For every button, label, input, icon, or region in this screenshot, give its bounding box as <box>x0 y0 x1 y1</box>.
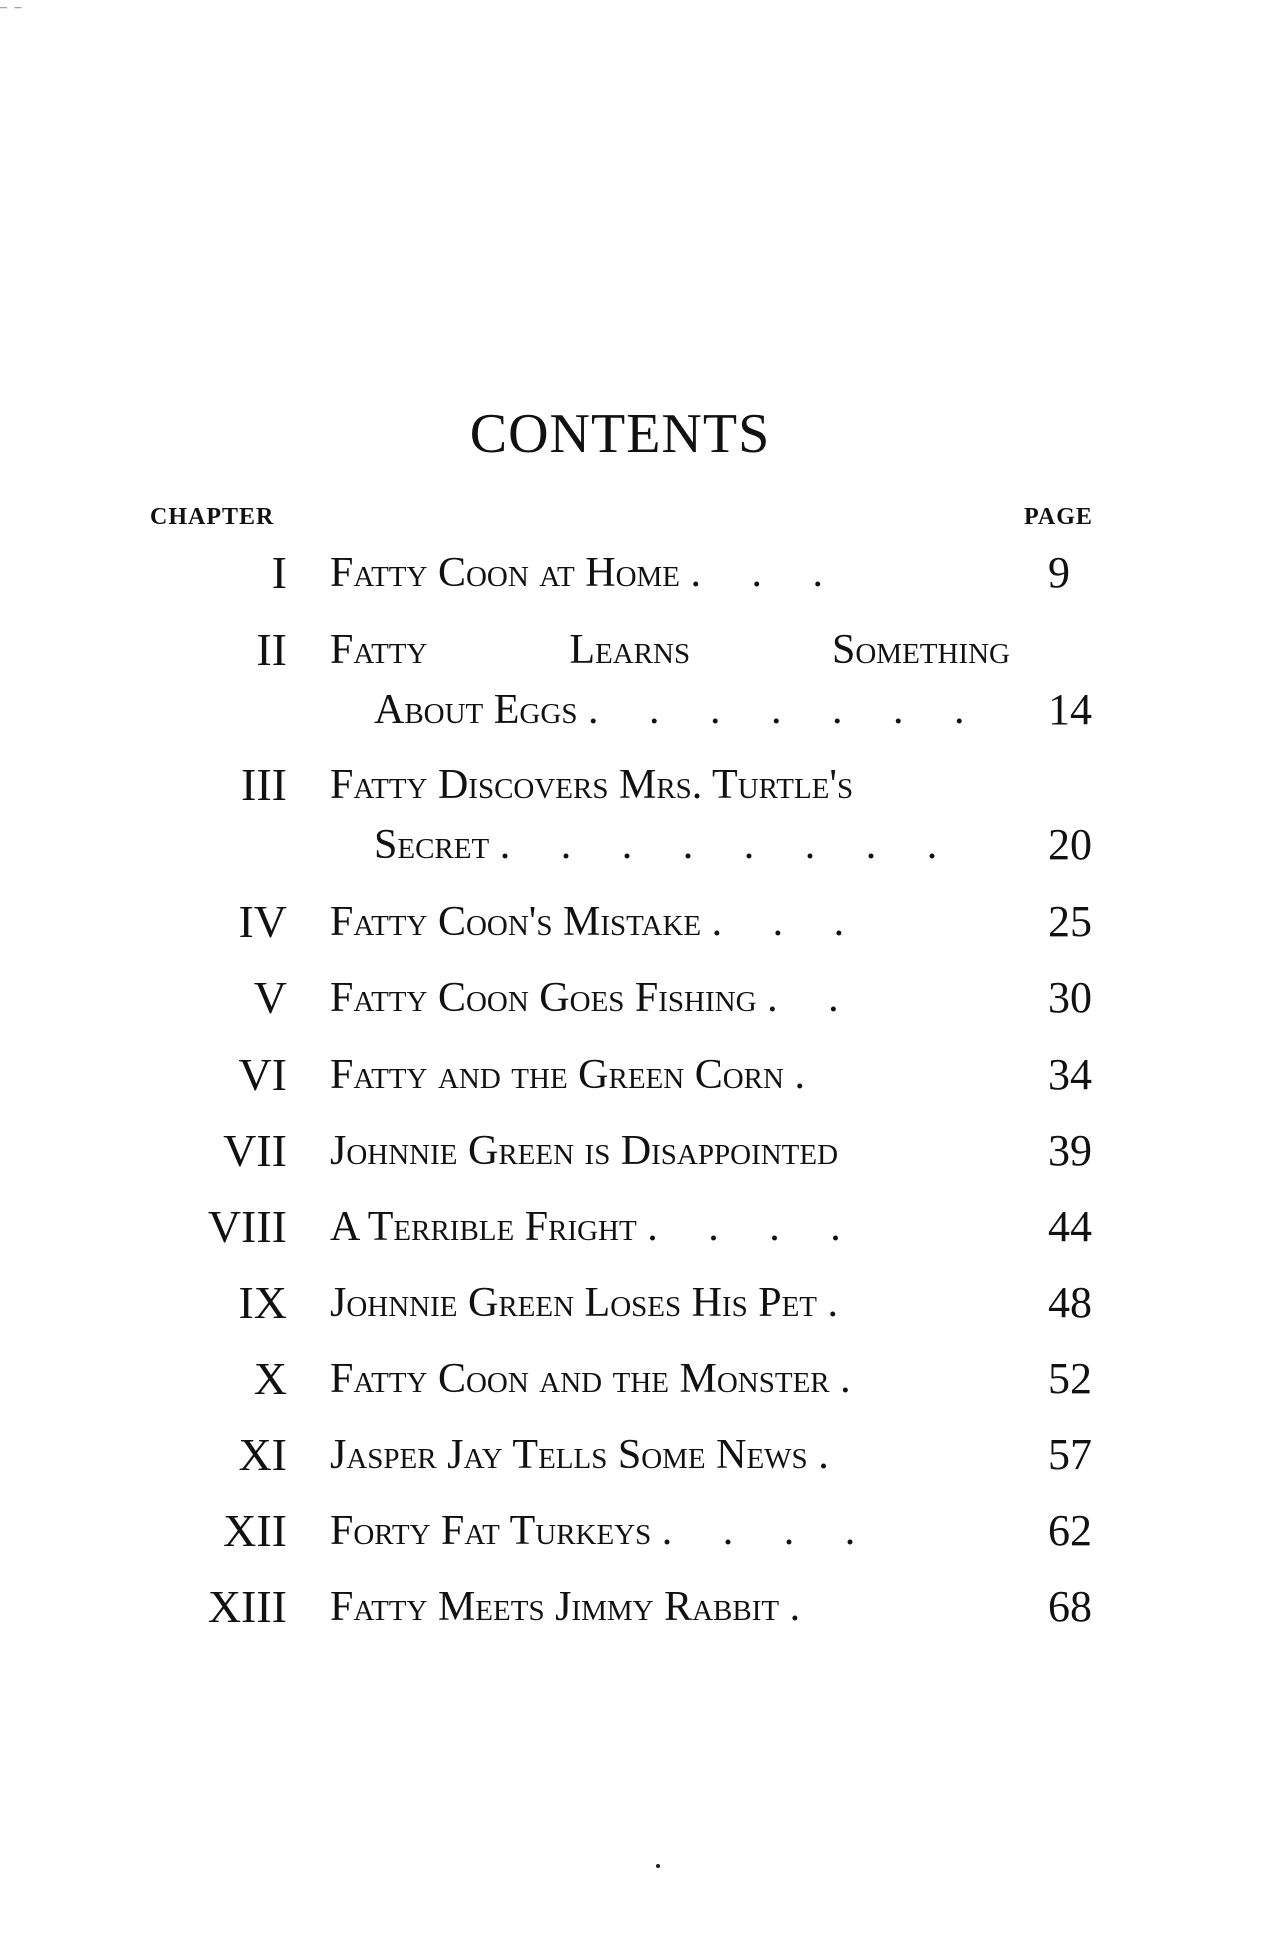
chapter-title: Fatty Coon's Mistake . . . <box>330 899 865 945</box>
chapter-title: Fatty Coon and the Monster . <box>330 1356 871 1402</box>
chapter-title: Fatty Coon at Home . . . <box>330 550 844 596</box>
toc-row <box>0 1577 1282 1637</box>
toc-row <box>0 1121 1282 1181</box>
toc-row <box>0 1349 1282 1409</box>
page-column-header: PAGE <box>1024 504 1093 530</box>
chapter-title: Forty Fat Turkeys . . . . <box>330 1508 876 1554</box>
toc-row <box>0 543 1282 603</box>
chapter-title: Fatty Coon Goes Fishing . . <box>330 975 859 1021</box>
chapter-number: XIII <box>207 1581 287 1632</box>
page-number: 9 <box>1048 548 1070 597</box>
page-number: 44 <box>1048 1202 1092 1251</box>
chapter-number: XI <box>238 1429 287 1480</box>
page-number: 34 <box>1048 1050 1092 1099</box>
chapter-number: IX <box>238 1277 287 1328</box>
page-number: 52 <box>1048 1354 1092 1403</box>
chapter-title: A Terrible Fright . . . . <box>330 1204 861 1250</box>
chapter-number: II <box>256 624 287 675</box>
page-number: 14 <box>1048 685 1092 734</box>
chapter-title: Fatty Discovers Mrs. Turtle's <box>330 762 854 808</box>
corner-marks: – – <box>0 0 24 15</box>
page-number: 39 <box>1048 1126 1092 1175</box>
page-number: 57 <box>1048 1430 1092 1479</box>
toc-row <box>0 1197 1282 1257</box>
chapter-number: V <box>253 972 287 1023</box>
page-number: 20 <box>1048 820 1092 869</box>
page-number: 30 <box>1048 973 1092 1022</box>
chapter-number: VI <box>238 1049 287 1100</box>
chapter-title: Johnnie Green is Disappointed <box>330 1128 839 1174</box>
toc-row <box>0 620 1282 680</box>
chapter-number: X <box>253 1353 287 1404</box>
chapter-number: XII <box>223 1505 287 1556</box>
chapter-title: Fatty Learns Something <box>330 627 1010 673</box>
toc-row <box>0 1045 1282 1105</box>
toc-row <box>0 1501 1282 1561</box>
page-title: CONTENTS <box>469 403 771 465</box>
page-number: 62 <box>1048 1506 1092 1555</box>
chapter-title: Fatty and the Green Corn . <box>330 1052 825 1098</box>
chapter-title: Johnnie Green Loses His Pet . <box>330 1280 859 1326</box>
toc-row <box>0 968 1282 1028</box>
chapter-column-header: CHAPTER <box>150 504 275 530</box>
chapter-number: I <box>271 547 287 598</box>
page-number: 48 <box>1048 1278 1092 1327</box>
toc-row-continuation <box>0 680 1282 740</box>
toc-row-continuation <box>0 815 1282 875</box>
page-number: 68 <box>1048 1582 1092 1631</box>
page-speck <box>656 1864 660 1868</box>
chapter-title-continuation: About Eggs . . . . . . . <box>374 687 985 733</box>
chapter-number: III <box>241 759 287 810</box>
toc-row <box>0 892 1282 952</box>
chapter-number: VII <box>223 1125 287 1176</box>
toc-row <box>0 1273 1282 1333</box>
chapter-number: IV <box>238 896 287 947</box>
chapter-number: VIII <box>207 1201 287 1252</box>
toc-row <box>0 755 1282 815</box>
toc-row <box>0 1425 1282 1485</box>
chapter-title: Fatty Meets Jimmy Rabbit . <box>330 1584 821 1630</box>
chapter-title-continuation: Secret . . . . . . . . <box>374 822 958 868</box>
chapter-title: Jasper Jay Tells Some News . <box>330 1432 849 1478</box>
page-number: 25 <box>1048 897 1092 946</box>
